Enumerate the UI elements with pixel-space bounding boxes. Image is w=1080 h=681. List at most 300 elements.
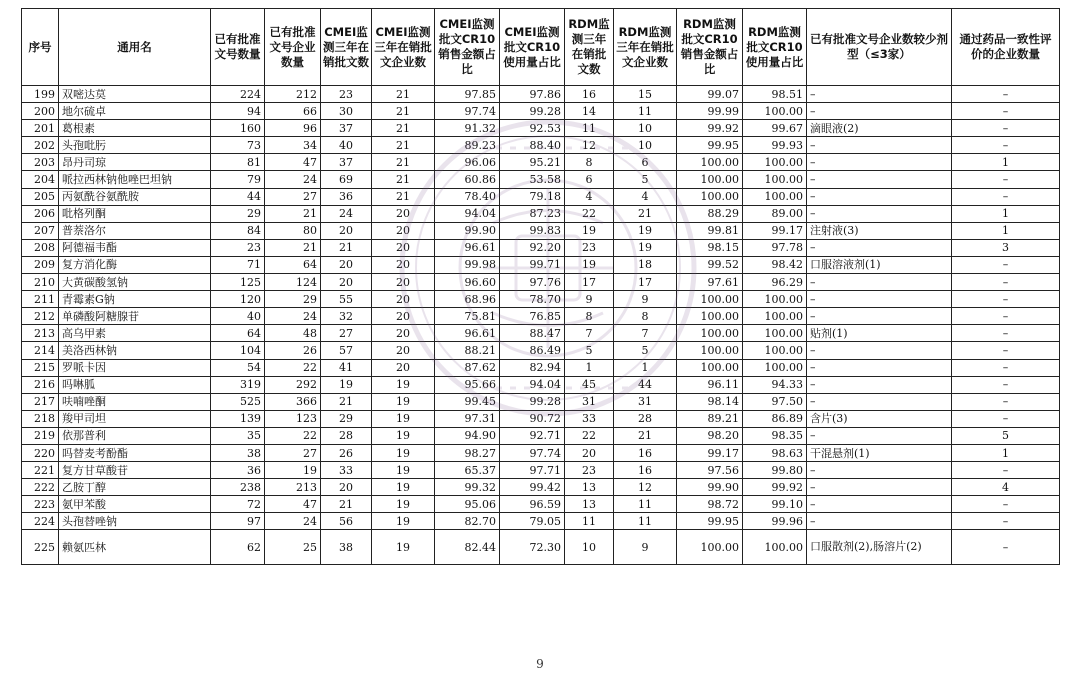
table-cell: 55 <box>321 291 372 308</box>
table-cell: 19 <box>372 479 435 496</box>
table-cell: 19 <box>321 376 372 393</box>
table-cell: 美洛西林钠 <box>59 342 211 359</box>
table-row <box>22 256 1060 273</box>
table-cell: 1 <box>952 154 1060 171</box>
table-cell: – <box>807 376 952 393</box>
table-cell: 19 <box>372 530 435 565</box>
table-cell: 97.31 <box>435 410 500 427</box>
table-cell: 99.83 <box>500 222 565 239</box>
table-cell: 20 <box>372 359 435 376</box>
table-body <box>22 86 1060 565</box>
table-cell: 64 <box>265 256 321 273</box>
table-cell: – <box>952 393 1060 410</box>
table-cell: 99.98 <box>435 256 500 273</box>
table-cell: 19 <box>372 410 435 427</box>
table-cell: 23 <box>211 239 265 256</box>
table-cell: 34 <box>265 137 321 154</box>
table-cell: 75.81 <box>435 308 500 325</box>
table-cell: 18 <box>614 256 677 273</box>
table-row <box>22 530 1060 565</box>
table-cell: 69 <box>321 171 372 188</box>
table-cell: 201 <box>22 120 59 137</box>
table-cell: 阿德福韦酯 <box>59 239 211 256</box>
column-header: 已有批准文号企业数较少剂型（≤3家） <box>807 9 952 86</box>
table-cell: 100.00 <box>743 342 807 359</box>
table-cell: 21 <box>265 239 321 256</box>
table-cell: 吡格列酮 <box>59 205 211 222</box>
column-header: RDM监测批文CR10销售金额占比 <box>677 9 743 86</box>
table-cell: – <box>807 103 952 120</box>
table-cell: 100.00 <box>677 530 743 565</box>
table-cell: 100.00 <box>743 171 807 188</box>
table-cell: 21 <box>614 427 677 444</box>
table-cell: 11 <box>614 103 677 120</box>
table-cell: 20 <box>321 256 372 273</box>
table-cell: 80 <box>265 222 321 239</box>
table-cell: 21 <box>372 154 435 171</box>
table-cell: 319 <box>211 376 265 393</box>
table-cell: 13 <box>565 479 614 496</box>
table-cell: 100.00 <box>677 342 743 359</box>
table-cell: 21 <box>265 205 321 222</box>
table-cell: 206 <box>22 205 59 222</box>
table-cell: 96 <box>265 120 321 137</box>
table-cell: – <box>952 291 1060 308</box>
table-cell: 哌拉西林钠他唑巴坦钠 <box>59 171 211 188</box>
table-cell: 100.00 <box>677 171 743 188</box>
table-cell: 99.67 <box>743 120 807 137</box>
table-row <box>22 410 1060 427</box>
table-row <box>22 291 1060 308</box>
table-cell: 21 <box>372 120 435 137</box>
table-cell: 224 <box>211 86 265 103</box>
table-cell: 6 <box>565 171 614 188</box>
table-cell: 26 <box>265 342 321 359</box>
table-cell: 99.45 <box>435 393 500 410</box>
table-cell: 37 <box>321 120 372 137</box>
column-header: RDM监测三年在销批文企业数 <box>614 9 677 86</box>
table-cell: 1 <box>952 205 1060 222</box>
table-cell: 24 <box>265 513 321 530</box>
table-cell: 89.23 <box>435 137 500 154</box>
table-cell: 97.50 <box>743 393 807 410</box>
table-cell: 81 <box>211 154 265 171</box>
table-cell: 213 <box>22 325 59 342</box>
table-cell: 64 <box>211 325 265 342</box>
table-cell: 92.71 <box>500 427 565 444</box>
table-row <box>22 513 1060 530</box>
table-cell: 88.47 <box>500 325 565 342</box>
table-cell: 羧甲司坦 <box>59 410 211 427</box>
table-cell: 94.90 <box>435 427 500 444</box>
table-cell: 100.00 <box>677 154 743 171</box>
column-header: RDM监测批文CR10使用量占比 <box>743 9 807 86</box>
table-cell: 11 <box>614 513 677 530</box>
table-cell: 单磷酸阿糖腺苷 <box>59 308 211 325</box>
table-cell: 99.81 <box>677 222 743 239</box>
table-cell: 17 <box>614 274 677 291</box>
column-header: RDM监测三年在销批文数 <box>565 9 614 86</box>
table-cell: 209 <box>22 256 59 273</box>
column-header: 已有批准文号数量 <box>211 9 265 86</box>
table-cell: 8 <box>614 308 677 325</box>
table-cell: 4 <box>565 188 614 205</box>
table-cell: 24 <box>321 205 372 222</box>
table-cell: – <box>807 427 952 444</box>
table-cell: 216 <box>22 376 59 393</box>
table-cell: 贴剂(1) <box>807 325 952 342</box>
table-row <box>22 137 1060 154</box>
table-cell: 99.93 <box>743 137 807 154</box>
table-cell: 4 <box>952 479 1060 496</box>
table-cell: – <box>952 120 1060 137</box>
table-cell: 29 <box>265 291 321 308</box>
table-cell: 79.18 <box>500 188 565 205</box>
table-cell: 11 <box>565 513 614 530</box>
table-row <box>22 462 1060 479</box>
table-cell: 100.00 <box>743 359 807 376</box>
table-cell: 96.59 <box>500 496 565 513</box>
table-cell: 100.00 <box>743 188 807 205</box>
table-cell: 33 <box>321 462 372 479</box>
table-cell: – <box>952 342 1060 359</box>
table-cell: 97 <box>211 513 265 530</box>
table-cell: 87.62 <box>435 359 500 376</box>
table-cell: 口服散剂(2),肠溶片(2) <box>807 530 952 565</box>
table-row <box>22 393 1060 410</box>
table-cell: 24 <box>265 308 321 325</box>
table-cell: 24 <box>265 171 321 188</box>
table-cell: 217 <box>22 393 59 410</box>
table-cell: – <box>807 513 952 530</box>
table-cell: – <box>807 137 952 154</box>
table-cell: 100.00 <box>743 154 807 171</box>
table-cell: 21 <box>614 205 677 222</box>
table-cell: 12 <box>565 137 614 154</box>
table-cell: 98.35 <box>743 427 807 444</box>
table-cell: 123 <box>265 410 321 427</box>
table-cell: 1 <box>952 444 1060 461</box>
table-cell: 26 <box>321 444 372 461</box>
table-cell: 20 <box>565 444 614 461</box>
table-cell: 100.00 <box>743 325 807 342</box>
table-cell: 90.72 <box>500 410 565 427</box>
table-cell: 呋喃唑酮 <box>59 393 211 410</box>
table-cell: 19 <box>372 376 435 393</box>
table-cell: – <box>952 496 1060 513</box>
table-cell: 41 <box>321 359 372 376</box>
table-cell: 22 <box>265 427 321 444</box>
table-cell: 208 <box>22 239 59 256</box>
table-cell: 99.90 <box>435 222 500 239</box>
table-cell: 99.32 <box>435 479 500 496</box>
table-cell: 23 <box>565 239 614 256</box>
table-cell: 19 <box>265 462 321 479</box>
table-cell: 225 <box>22 530 59 565</box>
table-cell: 200 <box>22 103 59 120</box>
table-cell: 222 <box>22 479 59 496</box>
table-cell: 1 <box>952 222 1060 239</box>
table-header-row <box>22 9 1060 86</box>
table-cell: 99.28 <box>500 393 565 410</box>
table-cell: 16 <box>565 86 614 103</box>
table-cell: 双嘧达莫 <box>59 86 211 103</box>
table-cell: 89.00 <box>743 205 807 222</box>
table-cell: 19 <box>372 462 435 479</box>
table-cell: – <box>952 308 1060 325</box>
table-cell: 36 <box>211 462 265 479</box>
table-cell: 20 <box>321 274 372 291</box>
table-cell: 22 <box>565 427 614 444</box>
table-cell: 6 <box>614 154 677 171</box>
table-cell: – <box>952 410 1060 427</box>
table-cell: 38 <box>321 530 372 565</box>
table-row <box>22 171 1060 188</box>
table-cell: 97.56 <box>677 462 743 479</box>
table-cell: 20 <box>372 291 435 308</box>
table-cell: 100.00 <box>677 188 743 205</box>
table-cell: 丙氨酰谷氨酰胺 <box>59 188 211 205</box>
table-cell: 19 <box>372 444 435 461</box>
table-cell: 27 <box>265 188 321 205</box>
table-cell: 11 <box>565 120 614 137</box>
table-cell: 27 <box>321 325 372 342</box>
table-cell: 210 <box>22 274 59 291</box>
table-cell: – <box>952 530 1060 565</box>
table-cell: 10 <box>565 530 614 565</box>
table-cell: 99.07 <box>677 86 743 103</box>
table-cell: 99.92 <box>743 479 807 496</box>
table-cell: 35 <box>211 427 265 444</box>
table-cell: 98.27 <box>435 444 500 461</box>
table-cell: 221 <box>22 462 59 479</box>
table-cell: 125 <box>211 274 265 291</box>
table-cell: 104 <box>211 342 265 359</box>
table-cell: 9 <box>565 291 614 308</box>
table-cell: 95.21 <box>500 154 565 171</box>
table-row <box>22 120 1060 137</box>
table-cell: 氨甲苯酸 <box>59 496 211 513</box>
table-cell: 97.86 <box>500 86 565 103</box>
column-header: 已有批准文号企业数量 <box>265 9 321 86</box>
table-row <box>22 86 1060 103</box>
table-cell: 5 <box>565 342 614 359</box>
table-cell: 292 <box>265 376 321 393</box>
table-cell: 头孢替唑钠 <box>59 513 211 530</box>
table-cell: 99.10 <box>743 496 807 513</box>
table-cell: 31 <box>565 393 614 410</box>
table-cell: 91.32 <box>435 120 500 137</box>
table-cell: 21 <box>372 171 435 188</box>
table-cell: 97.76 <box>500 274 565 291</box>
table-cell: 32 <box>321 308 372 325</box>
table-cell: 53.58 <box>500 171 565 188</box>
table-cell: 71 <box>211 256 265 273</box>
table-cell: 10 <box>614 120 677 137</box>
table-cell: 20 <box>372 205 435 222</box>
table-cell: 20 <box>372 308 435 325</box>
table-cell: 76.85 <box>500 308 565 325</box>
table-cell: 99.96 <box>743 513 807 530</box>
table-cell: 9 <box>614 530 677 565</box>
table-cell: 211 <box>22 291 59 308</box>
column-header: 通过药品一致性评价的企业数量 <box>952 9 1060 86</box>
table-cell: 86.89 <box>743 410 807 427</box>
table-cell: – <box>807 188 952 205</box>
table-cell: 31 <box>614 393 677 410</box>
table-cell: – <box>807 274 952 291</box>
table-cell: 普萘洛尔 <box>59 222 211 239</box>
table-cell: 16 <box>614 462 677 479</box>
table-cell: 73 <box>211 137 265 154</box>
table-cell: 21 <box>372 188 435 205</box>
table-cell: 10 <box>614 137 677 154</box>
table-cell: 139 <box>211 410 265 427</box>
table-cell: 72 <box>211 496 265 513</box>
table-cell: 罗哌卡因 <box>59 359 211 376</box>
table-cell: 20 <box>372 256 435 273</box>
column-header: CMEI监测三年在销批文数 <box>321 9 372 86</box>
table-cell: 20 <box>321 479 372 496</box>
table-cell: 97.85 <box>435 86 500 103</box>
table-cell: 100.00 <box>677 325 743 342</box>
table-cell: 96.11 <box>677 376 743 393</box>
table-cell: 96.61 <box>435 239 500 256</box>
table-cell: 204 <box>22 171 59 188</box>
table-cell: 乙胺丁醇 <box>59 479 211 496</box>
table-cell: 22 <box>565 205 614 222</box>
table-cell: 99.42 <box>500 479 565 496</box>
table-cell: 88.21 <box>435 342 500 359</box>
table-cell: 54 <box>211 359 265 376</box>
table-cell: 224 <box>22 513 59 530</box>
table-cell: – <box>807 239 952 256</box>
table-cell: 20 <box>372 274 435 291</box>
table-cell: 15 <box>614 86 677 103</box>
table-cell: 3 <box>952 239 1060 256</box>
table-cell: 吗替麦考酚酯 <box>59 444 211 461</box>
table-cell: 100.00 <box>743 308 807 325</box>
table-cell: 78.70 <box>500 291 565 308</box>
table-cell: 160 <box>211 120 265 137</box>
table-cell: 99.52 <box>677 256 743 273</box>
table-cell: 地尔硫卓 <box>59 103 211 120</box>
table-cell: 98.72 <box>677 496 743 513</box>
table-cell: 20 <box>372 325 435 342</box>
table-cell: – <box>807 342 952 359</box>
table-cell: – <box>807 462 952 479</box>
table-cell: 223 <box>22 496 59 513</box>
table-cell: – <box>952 325 1060 342</box>
table-cell: 44 <box>211 188 265 205</box>
table-cell: 94 <box>211 103 265 120</box>
table-cell: 12 <box>614 479 677 496</box>
table-cell: 95.66 <box>435 376 500 393</box>
table-row <box>22 274 1060 291</box>
table-cell: 19 <box>565 222 614 239</box>
table-cell: 97.74 <box>500 444 565 461</box>
table-cell: 45 <box>565 376 614 393</box>
table-cell: 94.04 <box>435 205 500 222</box>
table-cell: 滴眼液(2) <box>807 120 952 137</box>
table-cell: 207 <box>22 222 59 239</box>
table-cell: 99.92 <box>677 120 743 137</box>
table-cell: 94.04 <box>500 376 565 393</box>
table-cell: – <box>952 256 1060 273</box>
table-cell: 88.40 <box>500 137 565 154</box>
table-cell: 8 <box>565 154 614 171</box>
table-cell: 96.29 <box>743 274 807 291</box>
table-cell: 25 <box>265 530 321 565</box>
table-cell: 82.44 <box>435 530 500 565</box>
table-cell: – <box>952 462 1060 479</box>
table-cell: 21 <box>321 239 372 256</box>
drug-data-table <box>21 8 1060 565</box>
table-row <box>22 154 1060 171</box>
table-cell: 98.63 <box>743 444 807 461</box>
table-cell: 99.17 <box>677 444 743 461</box>
table-cell: 99.71 <box>500 256 565 273</box>
table-cell: 19 <box>565 256 614 273</box>
table-row <box>22 342 1060 359</box>
table-cell: 82.70 <box>435 513 500 530</box>
table-cell: 葛根素 <box>59 120 211 137</box>
table-row <box>22 325 1060 342</box>
table-row <box>22 205 1060 222</box>
table-row <box>22 376 1060 393</box>
table-cell: 97.61 <box>677 274 743 291</box>
table-cell: 5 <box>614 171 677 188</box>
table-cell: 22 <box>265 359 321 376</box>
table-cell: 38 <box>211 444 265 461</box>
table-row <box>22 359 1060 376</box>
table-cell: 注射液(3) <box>807 222 952 239</box>
table-row <box>22 496 1060 513</box>
table-cell: 复方消化酶 <box>59 256 211 273</box>
table-row <box>22 308 1060 325</box>
table-cell: 29 <box>321 410 372 427</box>
table-cell: – <box>952 359 1060 376</box>
table-cell: 79 <box>211 171 265 188</box>
column-header: CMEI监测批文CR10使用量占比 <box>500 9 565 86</box>
table-cell: 20 <box>321 222 372 239</box>
table-cell: 66 <box>265 103 321 120</box>
table-cell: 78.40 <box>435 188 500 205</box>
table-cell: 16 <box>614 444 677 461</box>
table-cell: 100.00 <box>743 103 807 120</box>
table-cell: 9 <box>614 291 677 308</box>
table-cell: 23 <box>321 86 372 103</box>
table-cell: 84 <box>211 222 265 239</box>
table-cell: 203 <box>22 154 59 171</box>
table-cell: – <box>807 359 952 376</box>
table-cell: 27 <box>265 444 321 461</box>
table-row <box>22 103 1060 120</box>
table-cell: 20 <box>372 239 435 256</box>
table-cell: – <box>807 479 952 496</box>
table-cell: 92.20 <box>500 239 565 256</box>
table-cell: 13 <box>565 496 614 513</box>
table-row <box>22 427 1060 444</box>
table-cell: – <box>807 171 952 188</box>
table-cell: 65.37 <box>435 462 500 479</box>
table-cell: 202 <box>22 137 59 154</box>
table-cell: 依那普利 <box>59 427 211 444</box>
column-header: 序号 <box>22 9 59 86</box>
table-cell: 238 <box>211 479 265 496</box>
table-cell: 47 <box>265 154 321 171</box>
table-row <box>22 222 1060 239</box>
